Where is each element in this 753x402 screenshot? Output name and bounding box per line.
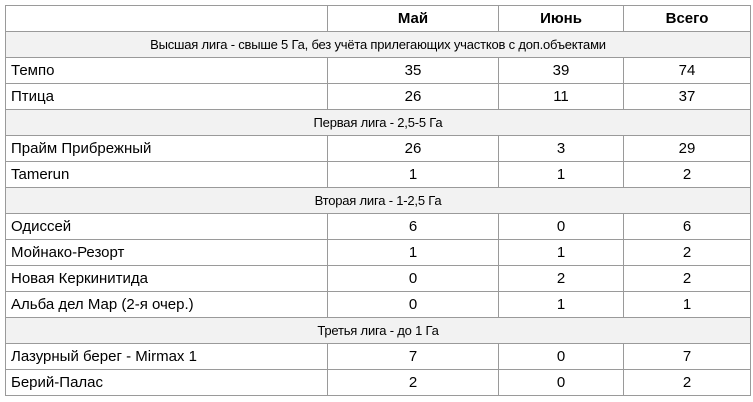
league-row [6, 32, 751, 58]
table-row [6, 344, 751, 370]
total-value: 1 [624, 292, 751, 318]
may-value: 7 [328, 344, 499, 370]
may-value: 1 [328, 240, 499, 266]
league-title: Вторая лига - 1-2,5 Га [6, 188, 751, 214]
june-value: 11 [499, 84, 624, 110]
may-value: 35 [328, 58, 499, 84]
header-june: Июнь [499, 6, 624, 32]
total-value: 74 [624, 58, 751, 84]
league-title: Высшая лига - свыше 5 Га, без учёта прилегающих участков с доп.объектами [6, 32, 751, 58]
league-title: Первая лига - 2,5-5 Га [6, 110, 751, 136]
league-title: Третья лига - до 1 Га [6, 318, 751, 344]
may-value: 0 [328, 292, 499, 318]
june-value: 1 [499, 240, 624, 266]
may-value: 26 [328, 136, 499, 162]
project-name: Берий-Палас [6, 370, 328, 396]
project-name: Tamerun [6, 162, 328, 188]
league-row [6, 318, 751, 344]
table-row [6, 84, 751, 110]
table-row [6, 214, 751, 240]
june-value: 3 [499, 136, 624, 162]
june-value: 1 [499, 162, 624, 188]
header-row [6, 6, 751, 32]
project-name: Темпо [6, 58, 328, 84]
table-row [6, 266, 751, 292]
header-may: Май [328, 6, 499, 32]
table-row [6, 136, 751, 162]
june-value: 0 [499, 344, 624, 370]
header-total: Всего [624, 6, 751, 32]
table-row [6, 240, 751, 266]
june-value: 0 [499, 214, 624, 240]
total-value: 29 [624, 136, 751, 162]
june-value: 39 [499, 58, 624, 84]
project-name: Птица [6, 84, 328, 110]
may-value: 2 [328, 370, 499, 396]
total-value: 6 [624, 214, 751, 240]
league-row [6, 110, 751, 136]
may-value: 26 [328, 84, 499, 110]
project-name: Лазурный берег - Mirmax 1 [6, 344, 328, 370]
table-row [6, 370, 751, 396]
total-value: 2 [624, 162, 751, 188]
may-value: 6 [328, 214, 499, 240]
june-value: 0 [499, 370, 624, 396]
league-row [6, 188, 751, 214]
project-name: Одиссей [6, 214, 328, 240]
total-value: 2 [624, 370, 751, 396]
project-name: Мойнако-Резорт [6, 240, 328, 266]
project-name: Альба дел Мар (2-я очер.) [6, 292, 328, 318]
header-name [6, 6, 328, 32]
table-row [6, 58, 751, 84]
total-value: 7 [624, 344, 751, 370]
june-value: 1 [499, 292, 624, 318]
total-value: 2 [624, 266, 751, 292]
total-value: 37 [624, 84, 751, 110]
may-value: 1 [328, 162, 499, 188]
table-row [6, 292, 751, 318]
sales-table [5, 5, 751, 396]
project-name: Прайм Прибрежный [6, 136, 328, 162]
june-value: 2 [499, 266, 624, 292]
project-name: Новая Керкинитида [6, 266, 328, 292]
table-row [6, 162, 751, 188]
total-value: 2 [624, 240, 751, 266]
may-value: 0 [328, 266, 499, 292]
